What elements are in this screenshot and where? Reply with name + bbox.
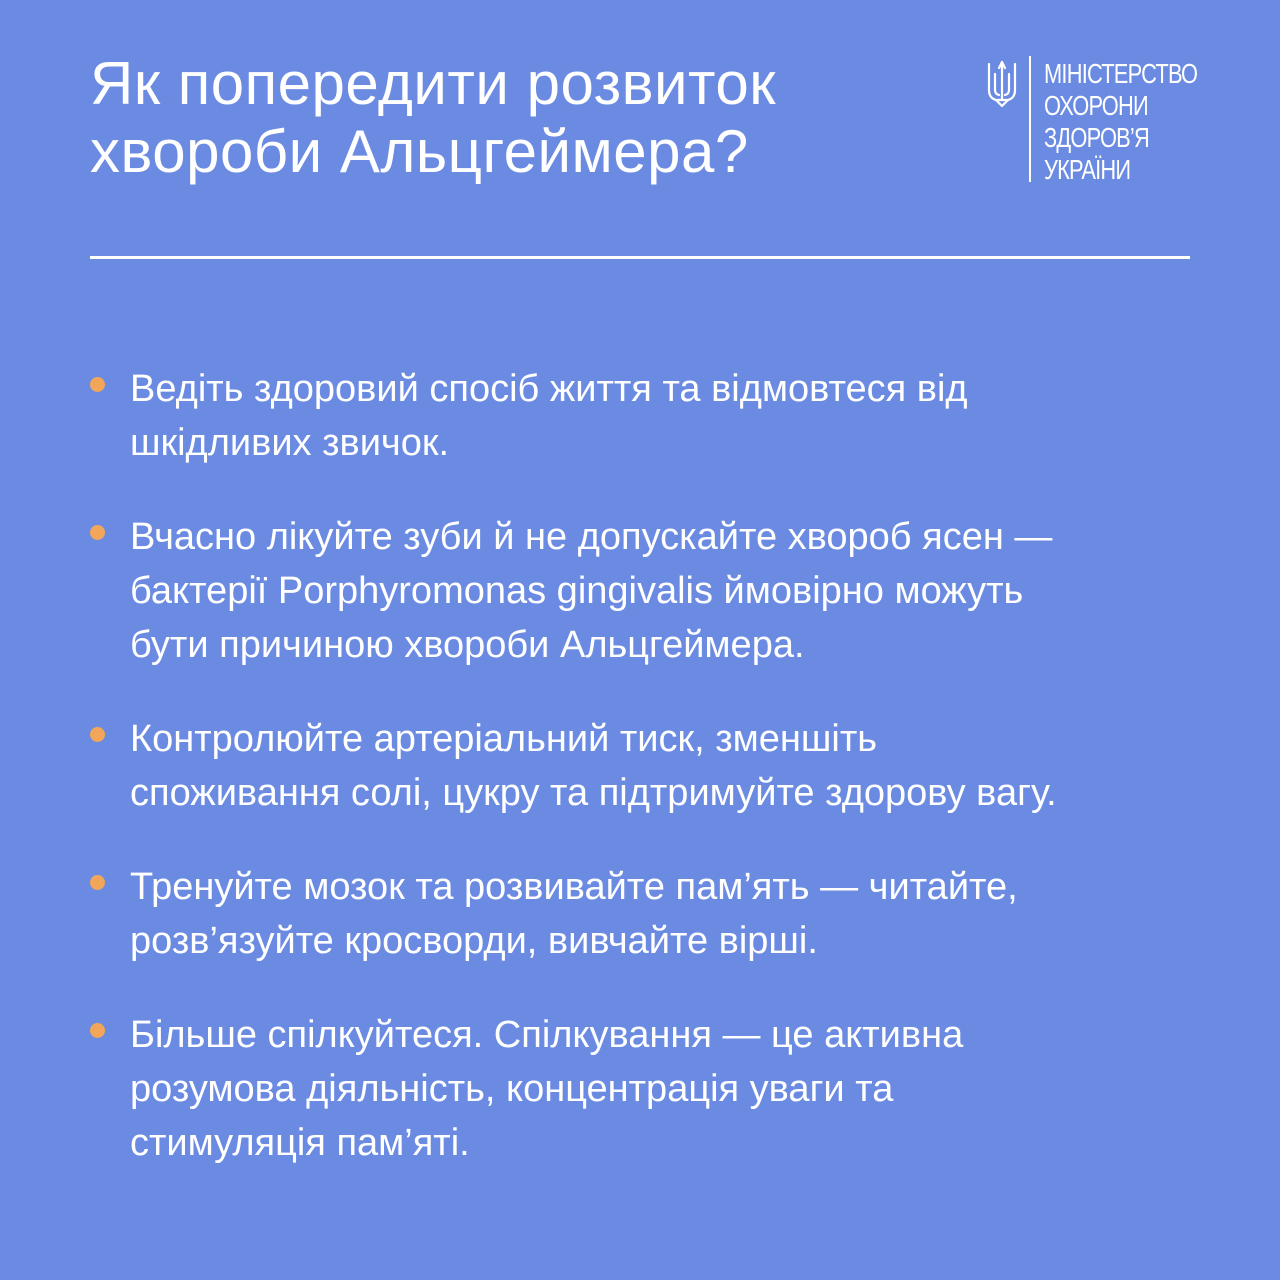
tip-line: розв’язуйте кросворди, вивчайте вірші.: [130, 920, 818, 962]
list-item: [90, 712, 1190, 820]
tip-line: Контролюйте артеріальний тиск, зменшіть: [130, 718, 878, 760]
list-item: [90, 362, 1190, 470]
ministry-name-line: УКРАЇНИ: [1044, 154, 1131, 185]
tip-line: Вчасно лікуйте зуби й не допускайте хвороб ясен —: [130, 516, 1053, 558]
header-divider: [90, 256, 1190, 259]
page-title: [90, 50, 950, 186]
bullet-dot-icon: [90, 525, 105, 540]
tips-list: [90, 362, 1190, 1210]
bullet-dot-icon: [90, 377, 105, 392]
ministry-name-line: МІНІСТЕРСТВО: [1044, 58, 1198, 89]
bullet-dot-icon: [90, 875, 105, 890]
trident-icon: [986, 60, 1018, 108]
bullet-dot-icon: [90, 1023, 105, 1038]
list-item: [90, 1008, 1190, 1170]
ministry-logo: [986, 56, 1196, 186]
ministry-name-line: ЗДОРОВ’Я: [1044, 122, 1150, 153]
tip-line: стимуляція пам’яті.: [130, 1122, 470, 1164]
tip-line: споживання солі, цукру та підтримуйте здорову вагу.: [130, 772, 1057, 814]
bullet-dot-icon: [90, 727, 105, 742]
tip-line: шкідливих звичок.: [130, 422, 450, 464]
tip-line: розумова діяльність, концентрація уваги та: [130, 1068, 894, 1110]
tip-line: Більше спілкуйтеся. Спілкування — це активна: [130, 1014, 964, 1056]
tip-line: бути причиною хвороби Альцгеймера.: [130, 624, 805, 666]
tip-line: Тренуйте мозок та розвивайте пам’ять — читайте,: [130, 866, 1018, 908]
list-item: [90, 510, 1190, 672]
title-line: хвороби Альцгеймера?: [90, 118, 749, 185]
logo-divider: [1029, 56, 1031, 182]
tip-line: Ведіть здоровий спосіб життя та відмовтеся від: [130, 368, 968, 410]
title-line: Як попередити розвиток: [90, 50, 776, 117]
ministry-name: [1044, 58, 1197, 186]
tip-line: бактерії Porphyromonas gingivalis ймовірно можуть: [130, 570, 1024, 612]
list-item: [90, 860, 1190, 968]
ministry-name-line: ОХОРОНИ: [1044, 90, 1148, 121]
